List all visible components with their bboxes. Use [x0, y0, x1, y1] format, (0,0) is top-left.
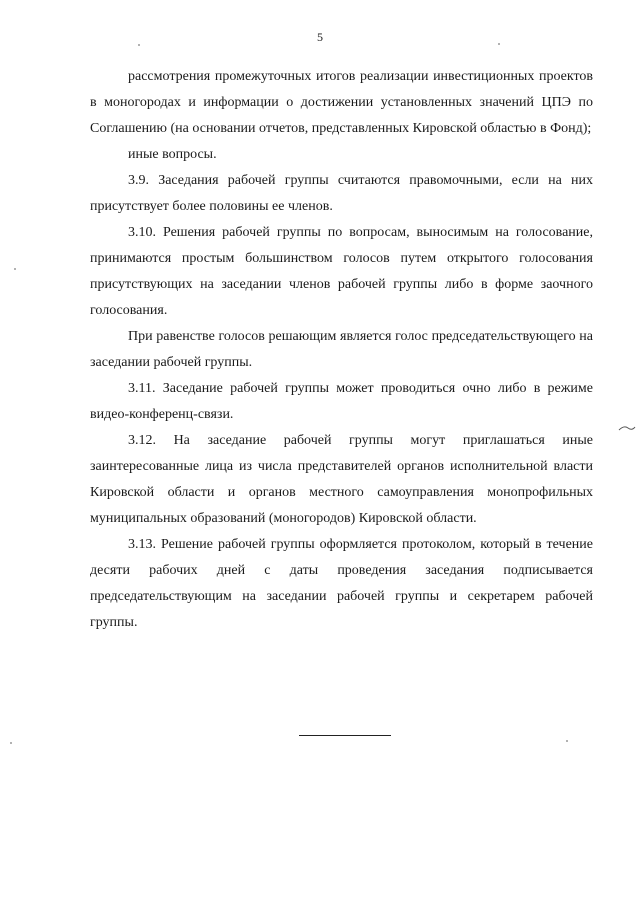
scan-speck [498, 43, 500, 45]
paragraph-review-item: рассмотрения промежуточных итогов реализации инвестиционных проектов в моногородах и информации о достижении установленных значений ЦПЭ по Соглашению (на основании отчетов, представленных Кировской областью в Фонд); [90, 69, 593, 136]
margin-scribble-icon [618, 424, 636, 432]
scan-speck [14, 268, 16, 270]
paragraph-3-9: 3.9. Заседания рабочей группы считаются правомочными, если на них присутствует более половины ее членов. [90, 173, 593, 214]
paragraph-3-12: 3.12. На заседание рабочей группы могут приглашаться иные заинтересованные лица из числа представителей органов исполнительной власти Кировской области и органов местного самоуправления монопрофильных муниципальных образований (моногородов) Кировской области. [90, 433, 593, 526]
paragraph-equal-votes: При равенстве голосов решающим является голос председательствующего на заседании рабочей группы. [90, 329, 593, 370]
paragraph-other-questions: иные вопросы. [128, 147, 217, 162]
paragraph-3-11: 3.11. Заседание рабочей группы может проводиться очно либо в режиме видео-конференц-связи. [90, 381, 593, 422]
document-body [90, 64, 593, 636]
paragraph-3-13: 3.13. Решение рабочей группы оформляется протоколом, который в течение десяти рабочих дней с даты проведения заседания подписывается председательствующим на заседании рабочей группы и секретарем рабочей группы. [90, 537, 593, 630]
paragraph-3-10: 3.10. Решения рабочей группы по вопросам, выносимым на голосование, принимаются простым большинством голосов путем открытого голосования присутствующих на заседании членов рабочей группы либо в форме заочного голосования. [90, 225, 593, 318]
scan-speck [10, 742, 12, 744]
scan-speck [138, 44, 140, 46]
scan-speck [566, 740, 568, 742]
page-number: 5 [317, 30, 323, 44]
end-divider-line [299, 735, 391, 736]
